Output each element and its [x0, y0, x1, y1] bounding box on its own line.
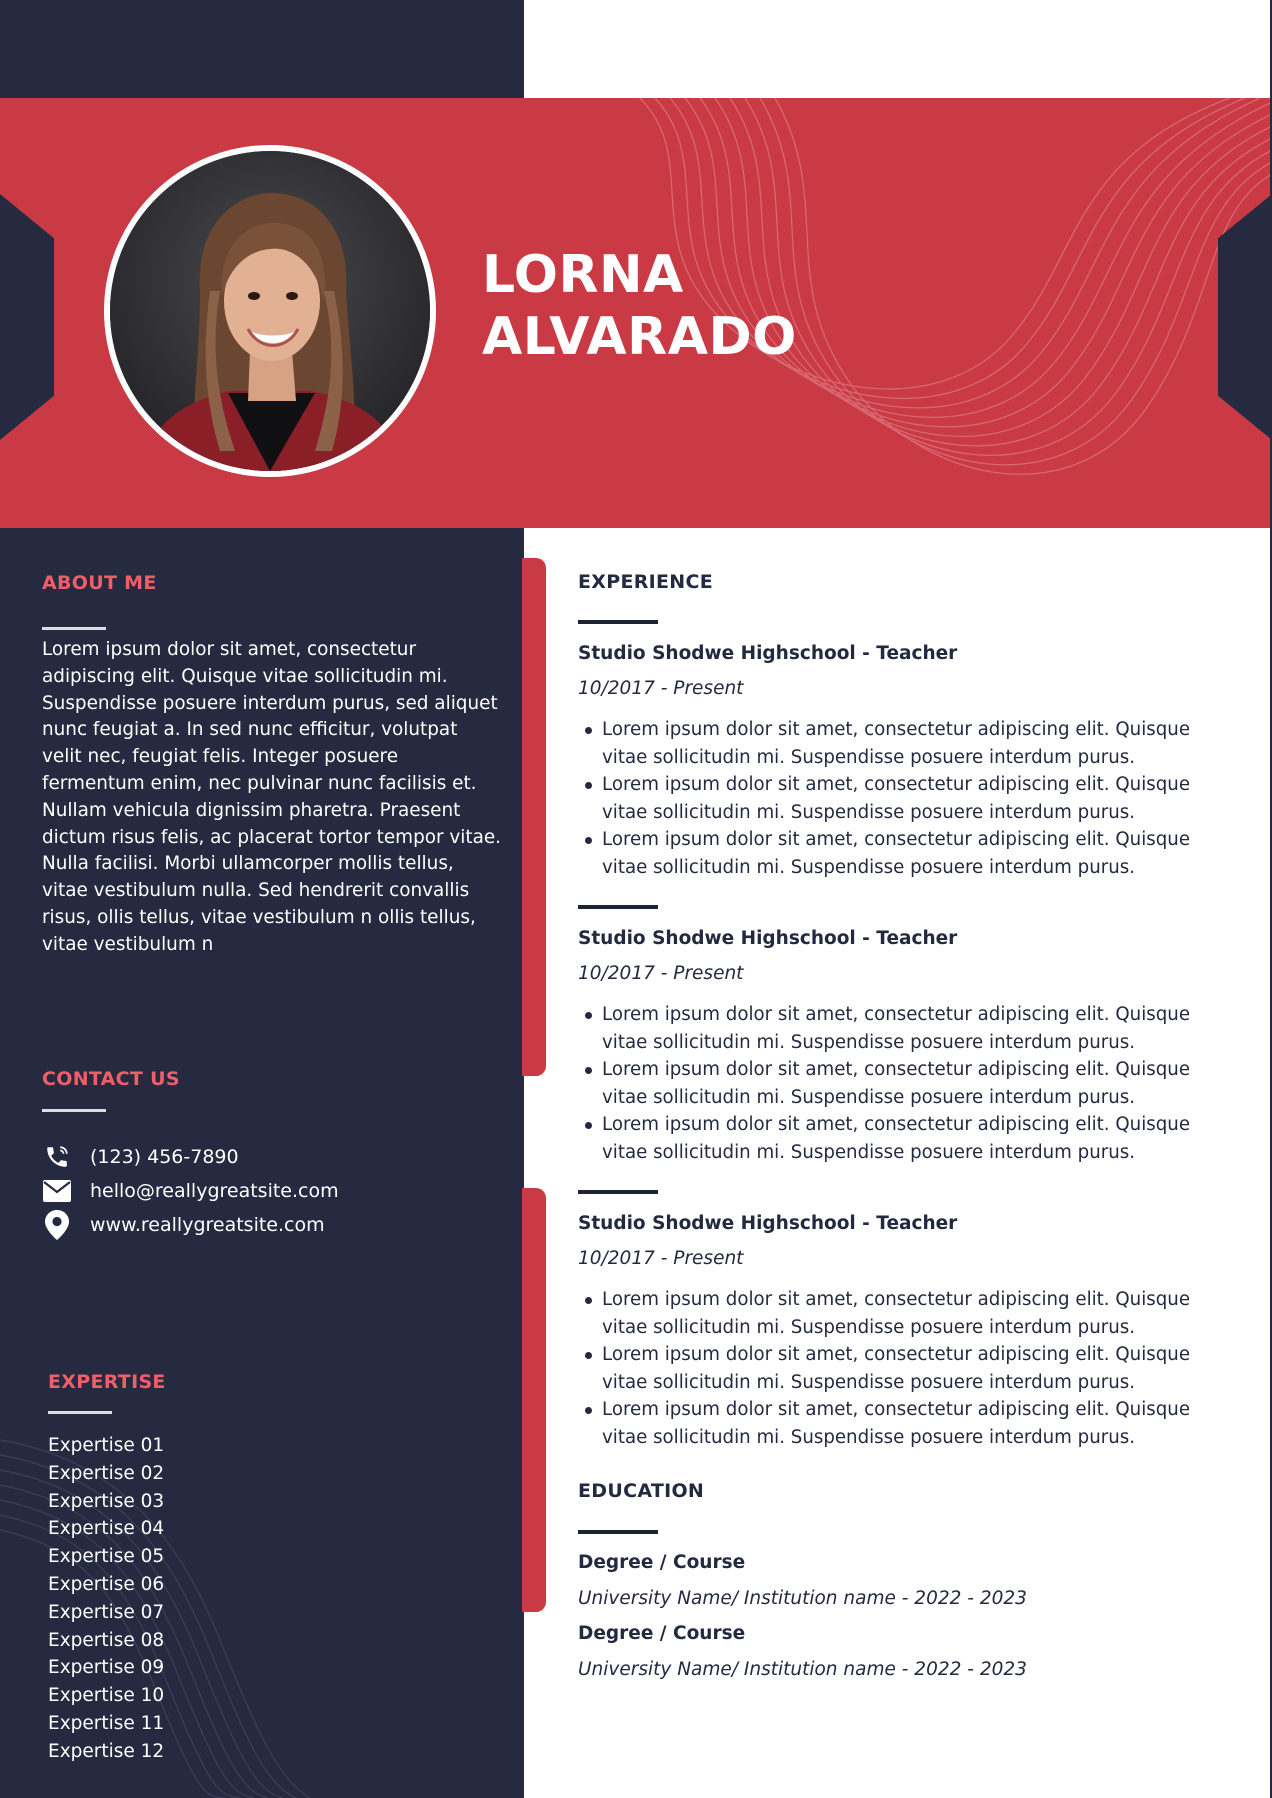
heading-underline [42, 627, 106, 630]
heading-underline [578, 620, 658, 624]
job-title: Studio Shodwe Highschool - Teacher [578, 643, 958, 664]
expertise-item: Expertise 12 [48, 1740, 165, 1762]
job-bullets [578, 1286, 1238, 1451]
contact-website [42, 1211, 325, 1239]
contact-heading: CONTACT US [42, 1068, 180, 1090]
heading-underline [578, 1530, 658, 1534]
expertise-list [48, 1432, 164, 1766]
institution-text: University Name/ Institution name - 2022 - 2023 [578, 1659, 1027, 1680]
website-text[interactable]: www.reallygreatsite.com [90, 1214, 325, 1236]
email-text[interactable]: hello@reallygreatsite.com [90, 1180, 339, 1202]
job-title: Studio Shodwe Highschool - Teacher [578, 928, 958, 949]
phone-icon [42, 1143, 72, 1171]
expertise-item: Expertise 03 [48, 1490, 165, 1512]
expertise-heading: EXPERTISE [48, 1371, 166, 1393]
red-accent-bar [522, 558, 546, 1076]
contact-phone [42, 1143, 239, 1171]
bullet-item: Lorem ipsum dolor sit amet, consectetur adipiscing elit. Quisque vitae sollicitudin mi. Suspendisse posuere interdum purus. [578, 1001, 1238, 1056]
expertise-item: Expertise 02 [48, 1462, 165, 1484]
job-date: 10/2017 - Present [578, 963, 744, 984]
job-divider [578, 1190, 658, 1194]
first-name: LORNA [482, 245, 684, 305]
location-pin-icon [42, 1211, 72, 1239]
bullet-item: Lorem ipsum dolor sit amet, consectetur adipiscing elit. Quisque vitae sollicitudin mi. Suspendisse posuere interdum purus. [578, 1396, 1238, 1451]
heading-underline [48, 1411, 112, 1414]
expertise-item: Expertise 05 [48, 1546, 165, 1568]
job-bullets [578, 1001, 1238, 1166]
job-date: 10/2017 - Present [578, 1248, 744, 1269]
education-heading: EDUCATION [578, 1480, 705, 1502]
job-divider [578, 905, 658, 909]
bullet-item: Lorem ipsum dolor sit amet, consectetur adipiscing elit. Quisque vitae sollicitudin mi. Suspendisse posuere interdum purus. [578, 1286, 1238, 1341]
expertise-item: Expertise 07 [48, 1601, 165, 1623]
expertise-item: Expertise 06 [48, 1573, 165, 1595]
expertise-item: Expertise 04 [48, 1518, 165, 1540]
expertise-item: Expertise 10 [48, 1685, 165, 1707]
experience-heading: EXPERIENCE [578, 571, 714, 593]
expertise-item: Expertise 08 [48, 1629, 165, 1651]
portrait-illustration [110, 151, 430, 471]
envelope-icon [42, 1177, 72, 1205]
degree-title: Degree / Course [578, 1552, 746, 1573]
expertise-item: Expertise 01 [48, 1435, 165, 1456]
last-name: ALVARADO [482, 307, 797, 367]
bullet-item: Lorem ipsum dolor sit amet, consectetur adipiscing elit. Quisque vitae sollicitudin mi. Suspendisse posuere interdum purus. [578, 826, 1238, 881]
bullet-item: Lorem ipsum dolor sit amet, consectetur adipiscing elit. Quisque vitae sollicitudin mi. Suspendisse posuere interdum purus. [578, 1111, 1238, 1166]
bullet-item: Lorem ipsum dolor sit amet, consectetur adipiscing elit. Quisque vitae sollicitudin mi. Suspendisse posuere interdum purus. [578, 1341, 1238, 1396]
person-name [482, 244, 797, 368]
expertise-item: Expertise 11 [48, 1712, 165, 1734]
job-title: Studio Shodwe Highschool - Teacher [578, 1213, 958, 1234]
expertise-item: Expertise 09 [48, 1657, 165, 1679]
phone-text[interactable]: (123) 456-7890 [90, 1146, 239, 1168]
contact-email [42, 1177, 339, 1205]
about-text: Lorem ipsum dolor sit amet, consectetur adipiscing elit. Quisque vitae sollicitudin mi. Suspendisse posuere interdum purus, sed aliquet nunc feugiat a. In sed nunc efficitur, volutpat velit nec, feugiat felis. Integer posuere fermentum enim, nec pulvinar nunc facilisis et. Nullam vehicula dignissim pharetra. Praesent dictum risus felis, ac placerat tortor tempor vitae. Nulla facilisi. Morbi ullamcorper mollis tellus, vitae vestibulum nulla. Sed hendrerit convallis risus, ollis tellus, vitae vestibulum n ollis tellus, vitae vestibulum n [42, 639, 502, 955]
bullet-item: Lorem ipsum dolor sit amet, consectetur adipiscing elit. Quisque vitae sollicitudin mi. Suspendisse posuere interdum purus. [578, 771, 1238, 826]
profile-photo [104, 145, 436, 477]
heading-underline [42, 1109, 106, 1112]
bullet-item: Lorem ipsum dolor sit amet, consectetur adipiscing elit. Quisque vitae sollicitudin mi. Suspendisse posuere interdum purus. [578, 716, 1238, 771]
about-heading: ABOUT ME [42, 572, 157, 594]
bullet-item: Lorem ipsum dolor sit amet, consectetur adipiscing elit. Quisque vitae sollicitudin mi. Suspendisse posuere interdum purus. [578, 1056, 1238, 1111]
institution-text: University Name/ Institution name - 2022 - 2023 [578, 1588, 1027, 1609]
degree-title: Degree / Course [578, 1623, 746, 1644]
job-date: 10/2017 - Present [578, 678, 744, 699]
job-bullets [578, 716, 1238, 881]
red-accent-bar [522, 1188, 546, 1612]
